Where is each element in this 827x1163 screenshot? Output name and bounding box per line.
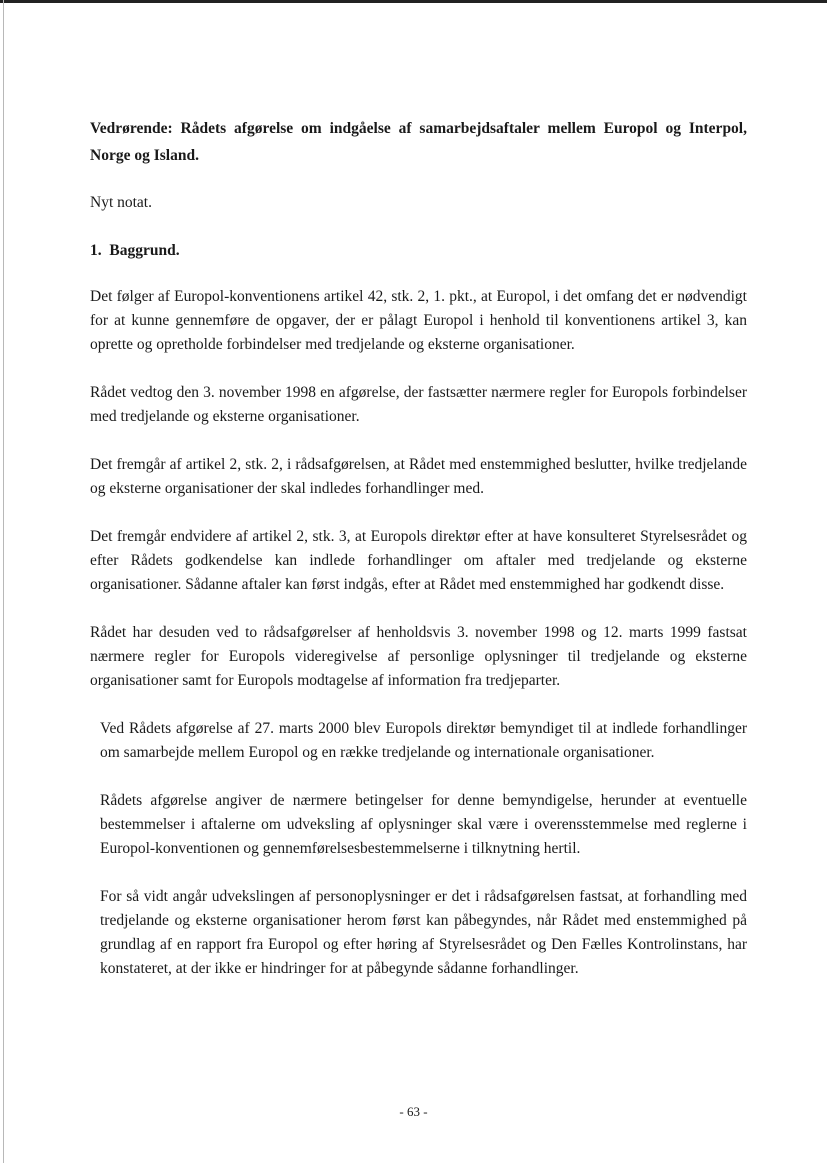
paragraph-7: Rådets afgørelse angiver de nærmere betingelser for denne bemyndigelse, herunder at eventuelle bestemmelser i aftalerne om udveksling af oplysninger skal være i overensstemmelse med reglerne i Europol-konventionen og gennemførelsesbestemmelserne i tilknytning hertil. [100,792,747,857]
paragraph-5: Rådet har desuden ved to rådsafgørelser af henholdsvis 3. november 1998 og 12. marts 1999 fastsat nærmere regler for Europols videregivelse af personlige oplysninger til tredjelande og eksterne organisationer samt for Europols modtagelse af information fra tredjeparter. [90,624,747,689]
document-body [90,115,747,1005]
top-border-line [0,0,827,3]
paragraph-2: Rådet vedtog den 3. november 1998 en afgørelse, der fastsætter nærmere regler for Europols forbindelser med tredjelande og eksterne organisationer. [90,384,747,425]
paragraph-4: Det fremgår endvidere af artikel 2, stk. 3, at Europols direktør efter at have konsulteret Styrelsesrådet og efter Rådets godkendelse kan indlede forhandlinger om aftaler med tredjelande og eksterne organisationer. Sådanne aftaler kan først indgås, efter at Rådet med enstemmighed har godkendt disse. [90,528,747,593]
section-number: 1. [90,242,102,259]
paragraph-3: Det fremgår af artikel 2, stk. 2, i rådsafgørelsen, at Rådet med enstemmighed beslutter, hvilke tredjelande og eksterne organisationer der skal indledes forhandlinger med. [90,456,747,497]
document-subtitle: Nyt notat. [90,194,152,211]
paragraph-6: Ved Rådets afgørelse af 27. marts 2000 blev Europols direktør bemyndiget til at indlede forhandlinger om samarbejde mellem Europol og en række tredjelande og internationale organisationer. [100,720,747,761]
paragraph-8: For så vidt angår udvekslingen af personoplysninger er det i rådsafgørelsen fastsat, at forhandling med tredjelande og eksterne organisationer herom først kan påbegyndes, når Rådet med enstemmighed på grundlag af en rapport fra Europol og efter høring af Styrelsesrådet og Den Fælles Kontrolinstans, har konstateret, at der ikke er hindringer for at påbegynde sådanne forhandlinger. [100,888,747,977]
page-number: - 63 - [399,1104,428,1119]
paragraph-1: Det følger af Europol-konventionens artikel 42, stk. 2, 1. pkt., at Europol, i det omfang det er nødvendigt for at kunne gennemføre de opgaver, der er pålagt Europol i henhold til konventionens artikel 3, kan oprette og opretholde forbindelser med tredjelande og eksterne organisationer. [90,288,747,353]
section-title: Baggrund. [109,242,180,259]
document-title: Vedrørende: Rådets afgørelse om indgåelse af samarbejdsaftaler mellem Europol og Interpol, Norge og Island. [90,120,747,164]
section-heading [90,239,747,263]
left-scan-edge [3,0,4,1163]
